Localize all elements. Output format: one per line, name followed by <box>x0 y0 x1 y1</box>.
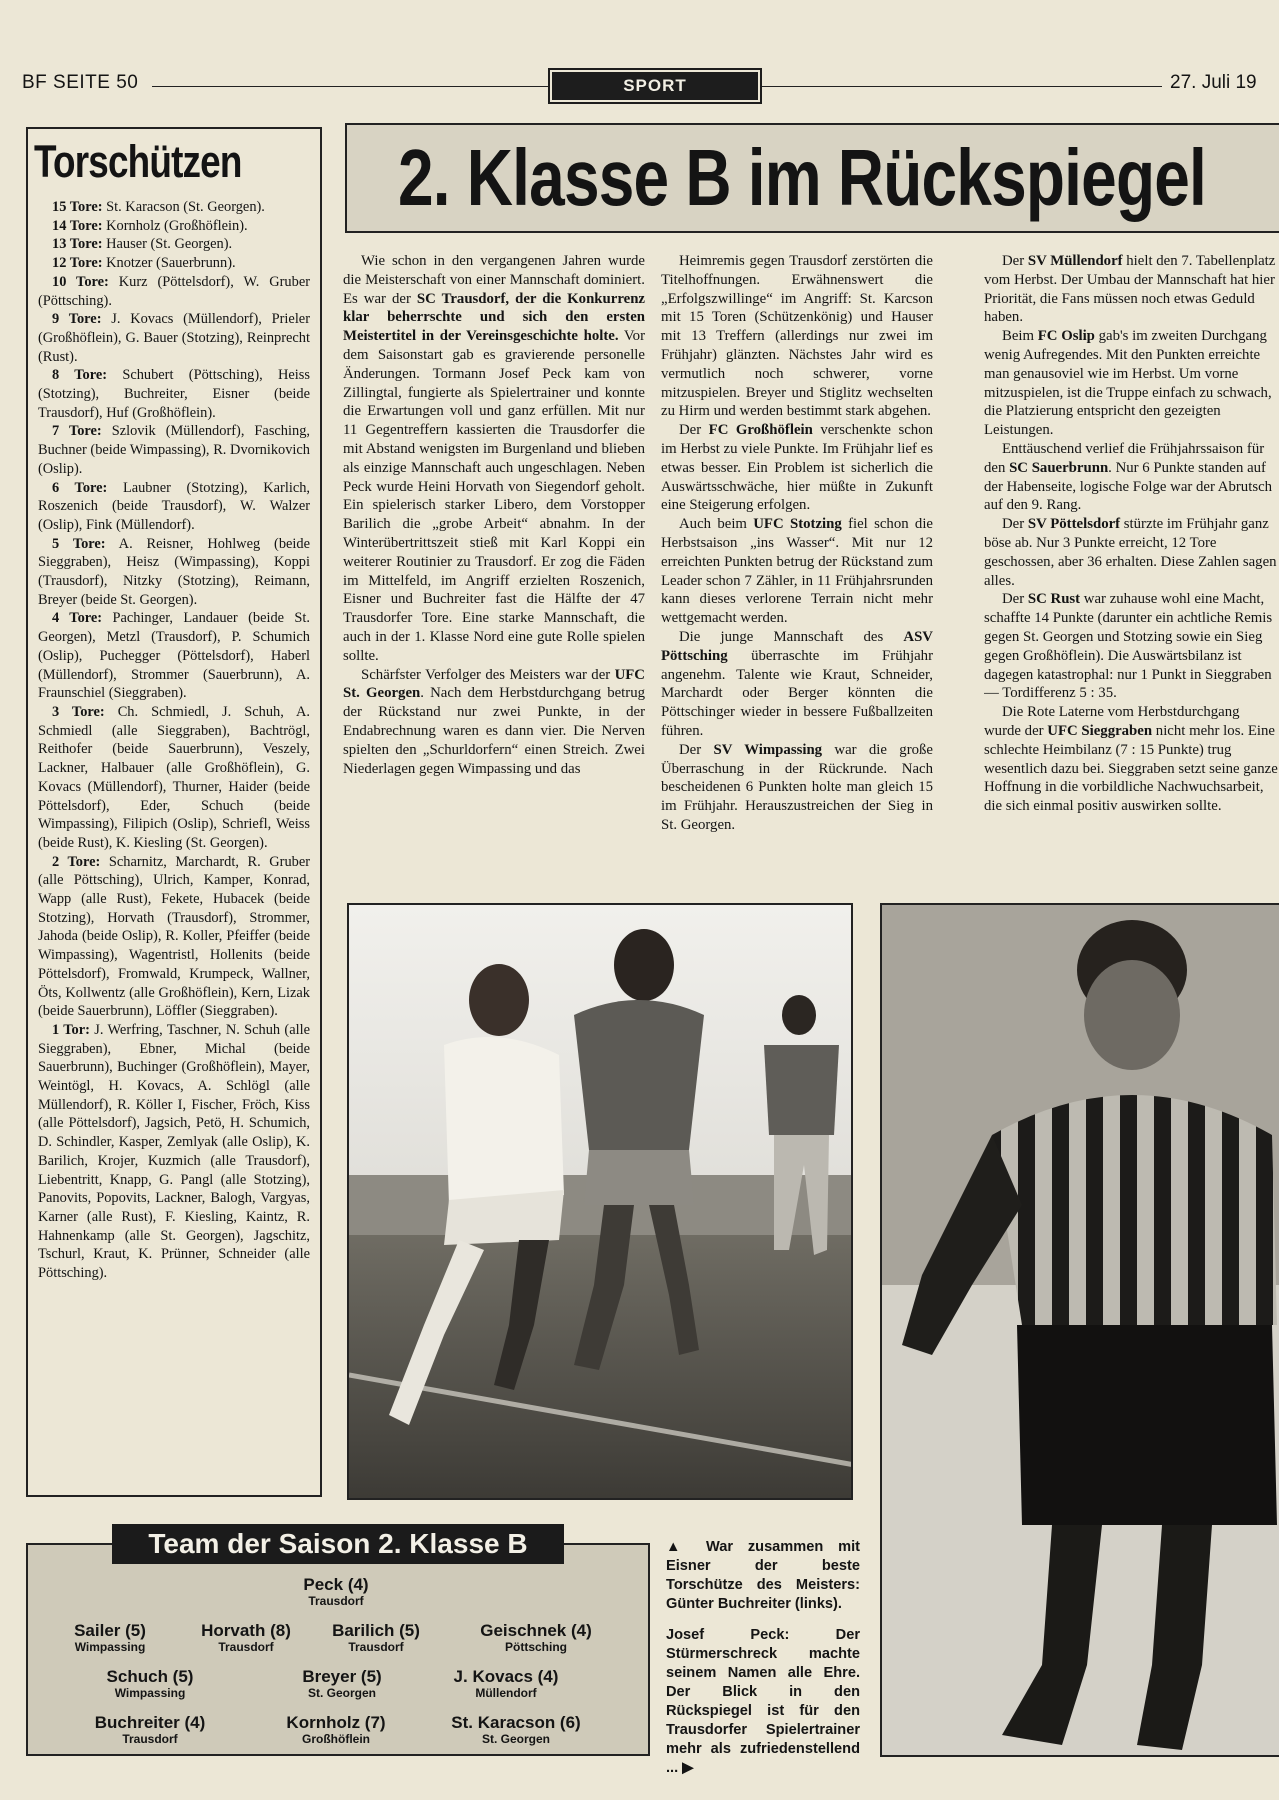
paragraph-text: stürzte im Frühjahr ganz böse ab. Nur 3 Punkte erreicht, 12 Tore geschossen, aber 36 erhalten. Diese Zahlen sagen alles. <box>984 516 1277 589</box>
scorer-goal-count: 14 Tore: <box>52 217 103 234</box>
paragraph-text: Enttäuschend verlief die Frühjahrssaison für den <box>984 440 1265 476</box>
photo-goalkeeper-image <box>882 905 1279 1757</box>
article-paragraph <box>984 252 1279 327</box>
paragraph-text: Schärfster Verfolger des Meisters war der <box>361 666 615 683</box>
paragraph-text: nicht mehr los. Eine schlechte Heimbilanz (7 : 15 Punkte) trug wesentlich dazu bei. Sieggraben setzt seine ganze Hoffnung in die vorbildliche Nachwuchsarbeit, die sich einmal positiv auswirken sollte. <box>984 722 1278 815</box>
article-column-2 <box>661 252 933 835</box>
club-name: FC Oslip <box>1037 328 1095 345</box>
scorer-entry <box>38 853 310 1021</box>
paragraph-text: Die junge Mannschaft des <box>679 628 904 645</box>
paragraph-text: Der <box>679 741 714 758</box>
scorer-names: Szlovik (Müllendorf), Fasching, Buchner (beide Wimpassing), R. Dvornikovich (Oslip). <box>38 423 310 477</box>
team-player: J. Kovacs (4) Müllendorf <box>453 1667 559 1700</box>
scorer-goal-count: 1 Tor: <box>52 1021 90 1038</box>
photo-goalkeeper <box>880 903 1279 1757</box>
paragraph-text: Der <box>1002 591 1028 608</box>
club-name: SC Sauerbrunn <box>1009 459 1109 476</box>
photo-match-action-image <box>349 905 853 1500</box>
scorer-goal-count: 6 Tore: <box>52 479 108 496</box>
scorer-names: Ch. Schmiedl, J. Schuh, A. Schmiedl (alle Sieggraben), Bachtrögl, Reithofer (beide Sauerbrunn), Veszely, Lackner, Halbauer (alle Großhöflein), G. Kovacs (Müllendorf), Thurner, Haider (beide Pöttelsdorf), Eder, Schuch (beide Wimpassing), Filipich (Oslip), Schriefl, Weiss (beide Rust), K. Kiesling (St. Georgen). <box>38 703 311 851</box>
article-column-3 <box>984 252 1279 816</box>
team-player: Breyer (5) St. Georgen <box>302 1667 382 1700</box>
article-paragraph <box>984 590 1279 703</box>
article-column-1 <box>343 252 645 778</box>
scorer-goal-count: 9 Tore: <box>52 311 102 328</box>
scorer-goal-count: 5 Tore: <box>52 535 106 552</box>
scorers-title: Torschützen <box>34 136 242 187</box>
scorer-goal-count: 13 Tore: <box>52 236 103 253</box>
paragraph-text: gab's im zweiten Durchgang wenig Aufregendes. Mit den Punkten erreichte man genausoviel wie im Herbst. Um vorne mitzuspielen, ist die Truppe einfach zu schwach, die Platzierung entspricht den gezeigten Leistungen. <box>984 328 1272 439</box>
scorer-goal-count: 2 Tore: <box>52 853 101 870</box>
scorer-names: Pachinger, Landauer (beide St. Georgen), Metzl (Trausdorf), P. Schumich (Oslip), Puchegger (Pöttelsdorf), Haberl (Müllendorf), Strommer (Sauerbrunn), A. Fraunschiel (Sieggraben). <box>38 610 311 702</box>
header-rule-left <box>152 86 548 87</box>
article-paragraph <box>984 327 1279 440</box>
paragraph-text: war zuhause wohl eine Macht, schaffte 14 Punkte (darunter ein achtliche Remis gegen St. Georgen und Stotzing sowie ein Sieg gegen Großhöflein). Die Auswärtsbilanz ist dagegen katastrophal: nur 1 Punkt in Sieggraben — Tordifferenz 5 : 35. <box>984 591 1273 702</box>
club-name: UFC Stotzing <box>753 516 842 533</box>
club-name: SV Pöttelsdorf <box>1027 516 1121 533</box>
scorer-names: Hauser (St. Georgen). <box>102 236 233 253</box>
section-label: SPORT <box>548 68 762 104</box>
scorer-names: Knotzer (Sauerbrunn). <box>102 255 236 272</box>
club-name: ASV Pöttsching <box>661 628 933 664</box>
scorer-entry <box>38 703 310 853</box>
paragraph-text: fiel schon die Herbstsaison „ins Wasser“. Mit nur 12 erreichten Punkten betrug der Rückstand zum Leader schon 7 Zähler, in 11 Frühjahrsrunden kann dieses verlorene Terrain nicht mehr wettgemacht werden. <box>661 516 933 627</box>
article-paragraph <box>661 421 933 515</box>
article-paragraph <box>984 515 1279 590</box>
scorer-entry <box>38 609 310 703</box>
scorer-goal-count: 15 Tore: <box>52 199 103 215</box>
team-player: Geischnek (4) Pöttsching <box>480 1621 592 1654</box>
club-name: SC Trausdorf, der die Konkurrenz klar beherrschte und sich den ersten Meistertitel in der Vereinsgeschichte holte. <box>343 290 645 345</box>
paragraph-text: Beim <box>1002 328 1038 345</box>
scorer-goal-count: 3 Tore: <box>52 703 105 720</box>
scorer-names: Scharnitz, Marchardt, R. Gruber (alle Pöttsching), Ulrich, Kamper, Konrad, Wapp (alle Rust), Fekete, Hubacek (beide Stotzing), Horvath (Trausdorf), Strommer, Jahoda (beide Oslip), R. Koller, Pfeiffer (beide Wimpassing), Wagentristl, Hollenits (beide Pöttelsdorf), Fromwald, Krumpeck, Wallner, Öts, Kollwentz (alle Großhöflein), Kern, Lizak (beide Sauerbrunn), Löffler (Sieggraben). <box>38 853 311 1020</box>
scorer-goal-count: 12 Tore: <box>52 255 103 272</box>
paragraph-text: Der <box>679 422 709 439</box>
scorer-entry <box>38 422 310 478</box>
paragraph-text: hielt den 7. Tabellenplatz vom Herbst. Der Umbau der Mannschaft hat hier Priorität, die Fans müssen noch etwas Geduld haben. <box>984 253 1276 326</box>
team-player: Schuch (5) Wimpassing <box>106 1667 194 1700</box>
team-player: Barilich (5) Trausdorf <box>332 1621 420 1654</box>
paragraph-text: . Nach dem Herbstdurchgang betrug der Rückstand nur zwei Punkte, in der Endabrechnung waren es dann vier. Die Nerven spielten den „Schurldorfern“ einen Streich. Zwei Niederlagen gegen Wimpassing und das <box>343 685 645 777</box>
scorer-goal-count: 7 Tore: <box>52 423 102 440</box>
photo-match-action <box>347 903 853 1500</box>
scorer-names: A. Reisner, Hohlweg (beide Sieggraben), Heisz (Wimpassing), Koppi (Trausdorf), Nitzky (Stotzing), Reimann, Breyer (beide St. Georgen). <box>38 535 310 608</box>
scorer-entry <box>38 535 310 610</box>
headline: 2. Klasse B im Rückspiegel <box>398 133 1207 222</box>
article-paragraph <box>661 252 933 421</box>
paragraph-text: Vor dem Saisonstart gab es gravierende personelle Änderungen. Tormann Josef Peck kam von Zillingtal, fungierte als Spielertrainer und konnte die Erwartungen voll und ganz erfüllen. Mit nur 11 Gegentreffern kassierten die Trausdorfer die mit Abstand wenigsten im Burgenland und blieben als einzige Mannschaft auch ungeschlagen. Neben Peck wurde Heini Horvath von Siegendorf geholt. Ein spielerisch starker Libero, dem Vorstopper Barilich die „grobe Arbeit“ abnahm. In der Winterübertrittszeit stieß mit Karl Koppi ein weiterer Routinier zu Trausdorf. Er zog die Fäden im Mittelfeld, im Angriff erzielten Roszenich, Eisner und Buchreiter fast die Hälfte der 47 Trausdorfer Tore. Eine starke Mannschaft, die auch in der 1. Klasse Nord eine gute Rolle spielen sollte. <box>343 328 645 664</box>
article-paragraph <box>661 741 933 835</box>
paragraph-text: war die große Überraschung in der Rückrunde. Nach bescheidenen 6 Punkten holte man gleich 15 im Frühjahr. Herauszustreichen der Sieg in St. Georgen. <box>661 741 933 833</box>
scorer-names: Laubner (Stotzing), Karlich, Roszenich (beide Trausdorf), W. Walzer (Oslip), Fink (Müllendorf). <box>38 479 311 533</box>
article-paragraph <box>343 666 645 779</box>
paragraph-text: Wie schon in den vergangenen Jahren wurde die Meisterschaft von einer Mannschaft dominiert. Es war der <box>343 253 645 307</box>
paragraph-text: Auch beim <box>679 516 754 533</box>
scorer-entry <box>38 479 310 535</box>
club-name: UFC St. Georgen <box>343 666 645 702</box>
paragraph-text: . Nur 6 Punkte standen auf der Habenseite, logische Folge war der Abrutsch auf den 9. Rang. <box>984 459 1273 514</box>
caption-peck: Josef Peck: Der Stürmerschreck machte seinem Namen alle Ehre. Der Blick in den Rückspiegel ist für den Trausdorfer Spielertrainer mehr als zufriedenstellend ... ▶ <box>666 1627 860 1776</box>
caption-buchreiter: ▲ War zusammen mit Eisner der beste Torschütze des Meisters: Günter Buchreiter (links). <box>666 1539 860 1612</box>
photo-captions <box>666 1538 860 1790</box>
page-number: BF SEITE 50 <box>22 72 139 93</box>
paragraph-text: Heimremis gegen Trausdorf zerstörten die Titelhoffnungen. Erwähnenswert die „Erfolgszwillinge“ im Angriff: St. Karcson mit 15 Toren (Schützenkönig) und Hauser mit 13 Treffern (allerdings nur zwei im Frühjahr) glänzten. Nächstes Jahr wird es vermutlich noch schwerer, vorne mitzuspielen. Breyer und Stiglitz wechselten zu Hirm und werden bestimmt stark abgehen. <box>661 253 933 420</box>
team-player: Horvath (8) Trausdorf <box>201 1621 291 1654</box>
header-rule-right <box>762 86 1162 87</box>
scorer-goal-count: 4 Tore: <box>52 610 103 627</box>
club-name: SV Wimpassing <box>713 741 823 758</box>
paragraph-text: verschenkte schon im Herbst zu viele Punkte. Im Frühjahr lief es etwas besser. Ein Problem ist sicherlich die Auswärtsschwäche, hier müßte in Zukunft eine Steigerung erfolgen. <box>661 422 933 514</box>
scorer-names: Kurz (Pöttelsdorf), W. Gruber (Pöttsching). <box>38 273 310 309</box>
scorers-list <box>38 198 310 1283</box>
paragraph-text: Der <box>1002 253 1028 269</box>
scorer-entry <box>38 235 310 254</box>
club-name: SV Müllendorf <box>1027 253 1123 269</box>
club-name: FC Großhöflein <box>708 422 813 439</box>
paragraph-text: überraschte im Frühjahr angenehm. Talente wie Kraut, Schneider, Marchardt oder Berger könnten die Pöttschinger wieder in bessere Fußballzeiten führen. <box>661 647 933 739</box>
article-paragraph <box>984 440 1279 515</box>
scorer-names: J. Werfring, Taschner, N. Schuh (alle Sieggraben), Ebner, Michal (beide Sauerbrunn), Buchinger (Großhöflein), Mayer, Weintögl, H. Kovacs, A. Schlögl (alle Müllendorf), R. Köller I, Fischer, Fröch, Kiss (alle Pöttelsdorf), Jagsich, Petö, H. Schumich, D. Schindler, Kasper, Zemlyak (alle Oslip), K. Barilich, Krojer, Kuzmich (alle Trausdorf), Liebentritt, Knapp, G. Pangl (alle Stotzing), Panovits, Popovits, Lackner, Balogh, Vargyas, Karner (alle Rust), F. Kiesling, Kaintz, R. Hahnenkamp (alle St. Georgen), Jagschitz, Tschurl, Kraut, K. Prünner, Schneider (alle Pöttsching). <box>38 1021 310 1282</box>
scorer-names: Schubert (Pöttsching), Heiss (Stotzing), Buchreiter, Eisner (beide Trausdorf), Huf (Großhöflein). <box>38 367 310 421</box>
scorer-names: J. Kovacs (Müllendorf), Prieler (Großhöflein), G. Bauer (Stotzing), Reinprecht (Rust). <box>38 311 310 365</box>
issue-date: 27. Juli 19 <box>1170 72 1257 93</box>
team-player: St. Karacson (6) St. Georgen <box>451 1713 581 1746</box>
team-player: Kornholz (7) Großhöflein <box>286 1713 386 1746</box>
club-name: SC Rust <box>1027 591 1081 608</box>
scorer-entry <box>38 366 310 422</box>
scorer-entry <box>38 198 310 217</box>
team-player: Sailer (5) Wimpassing <box>74 1621 146 1654</box>
paragraph-text: Die Rote Laterne vom Herbstdurchgang wurde der <box>984 704 1240 739</box>
team-player: Buchreiter (4) Trausdorf <box>94 1713 206 1746</box>
scorer-goal-count: 10 Tore: <box>52 273 109 290</box>
article-paragraph <box>661 515 933 628</box>
team-of-season-title: Team der Saison 2. Klasse B <box>112 1524 564 1564</box>
team-player: Peck (4) Trausdorf <box>303 1575 369 1608</box>
article-paragraph <box>343 252 645 666</box>
scorer-names: St. Karacson (St. Georgen). <box>102 199 265 215</box>
scorer-entry <box>38 310 310 366</box>
scorer-goal-count: 8 Tore: <box>52 367 108 384</box>
scorer-names: Kornholz (Großhöflein). <box>102 217 248 234</box>
article-paragraph <box>661 628 933 741</box>
scorer-entry <box>38 273 310 310</box>
scorer-entry <box>38 1021 310 1283</box>
scorer-entry <box>38 217 310 236</box>
club-name: UFC Sieggraben <box>1047 722 1153 739</box>
paragraph-text: Der <box>1002 516 1028 533</box>
article-paragraph <box>984 703 1279 816</box>
scorer-entry <box>38 254 310 273</box>
